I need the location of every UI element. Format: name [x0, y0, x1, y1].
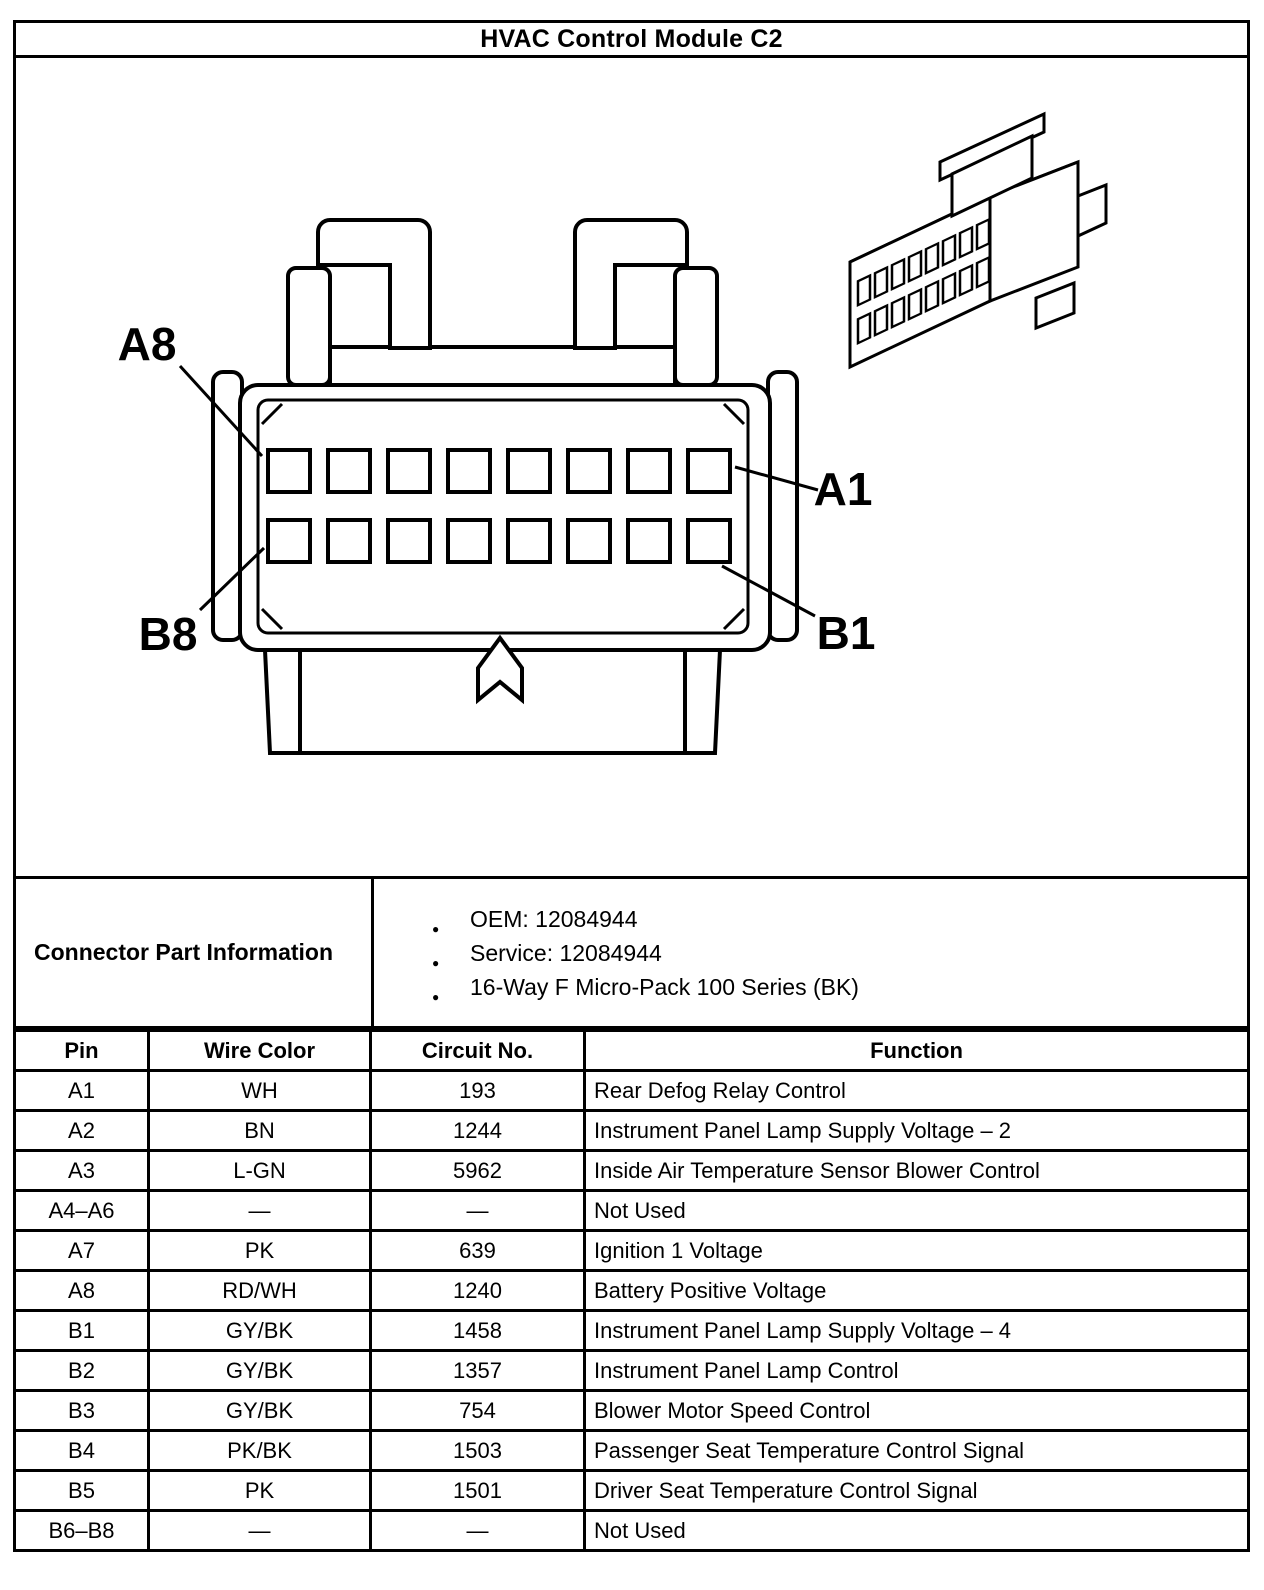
circuit-cell: 639: [371, 1231, 585, 1271]
table-row: [15, 1151, 1249, 1191]
circuit-cell: 1458: [371, 1311, 585, 1351]
table-row: [15, 1511, 1249, 1551]
pin-cavity: [508, 450, 550, 492]
pin-cavity: [628, 450, 670, 492]
connector-3d-view: [850, 114, 1106, 367]
function-cell: Instrument Panel Lamp Supply Voltage – 4: [585, 1311, 1249, 1351]
left-latch-hook: [318, 220, 430, 348]
wire-color-cell: GY/BK: [149, 1311, 371, 1351]
pin-cavity: [328, 520, 370, 562]
column-header-pin: Pin: [15, 1031, 149, 1071]
pin-cell: B3: [15, 1391, 149, 1431]
wire-color-cell: BN: [149, 1111, 371, 1151]
pin-cavity: [268, 520, 310, 562]
circuit-cell: 193: [371, 1071, 585, 1111]
table-row: [15, 1191, 1249, 1231]
part-info-item-service: ● Service: 12084944: [432, 936, 859, 970]
circuit-cell: 1501: [371, 1471, 585, 1511]
table-row: [15, 1231, 1249, 1271]
pin-cavity: [328, 450, 370, 492]
part-info-details: [374, 879, 1247, 1026]
function-cell: Not Used: [585, 1511, 1249, 1551]
circuit-cell: 1503: [371, 1431, 585, 1471]
pin-label-b1: B1: [816, 607, 876, 659]
pin-cavity: [388, 520, 430, 562]
function-cell: Battery Positive Voltage: [585, 1271, 1249, 1311]
table-row: [15, 1351, 1249, 1391]
function-cell: Instrument Panel Lamp Supply Voltage – 2: [585, 1111, 1249, 1151]
right-latch-hook: [575, 220, 687, 348]
pin-label-b8: B8: [138, 608, 198, 660]
pin-cavity: [688, 520, 730, 562]
part-info-item-series: ● 16-Way F Micro-Pack 100 Series (BK): [432, 970, 859, 1004]
pin-cell: B1: [15, 1311, 149, 1351]
pin-cavity: [568, 520, 610, 562]
pin-cavity: [628, 520, 670, 562]
pin-cell: A8: [15, 1271, 149, 1311]
connector-diagram: [13, 58, 1250, 879]
table-row: [15, 1471, 1249, 1511]
connector-diagram-svg: [16, 58, 1247, 876]
wire-color-cell: PK/BK: [149, 1431, 371, 1471]
manual-page: [13, 20, 1250, 1552]
pinout-table: [13, 1029, 1250, 1552]
pin-cell: A2: [15, 1111, 149, 1151]
connector-part-info: [13, 879, 1250, 1029]
circuit-cell: 1240: [371, 1271, 585, 1311]
pin-cell: A4–A6: [15, 1191, 149, 1231]
function-cell: Rear Defog Relay Control: [585, 1071, 1249, 1111]
pin-cell: A7: [15, 1231, 149, 1271]
column-header-wire-color: Wire Color: [149, 1031, 371, 1071]
function-cell: Blower Motor Speed Control: [585, 1391, 1249, 1431]
pin-cavity: [268, 450, 310, 492]
table-row: [15, 1391, 1249, 1431]
pin-cell: B2: [15, 1351, 149, 1391]
wire-color-cell: PK: [149, 1471, 371, 1511]
circuit-cell: 1244: [371, 1111, 585, 1151]
pin-cell: A1: [15, 1071, 149, 1111]
pin-cavity: [688, 450, 730, 492]
connector-front-view: [213, 220, 797, 753]
table-row: [15, 1431, 1249, 1471]
wire-color-cell: —: [149, 1191, 371, 1231]
connector-body: [240, 385, 770, 650]
wire-color-cell: RD/WH: [149, 1271, 371, 1311]
pin-cavity: [508, 520, 550, 562]
pin-cavity: [448, 520, 490, 562]
circuit-cell: 1357: [371, 1351, 585, 1391]
circuit-cell: —: [371, 1511, 585, 1551]
column-header-function: Function: [585, 1031, 1249, 1071]
3d-side-tab: [1078, 185, 1106, 236]
pin-cell: B5: [15, 1471, 149, 1511]
function-cell: Instrument Panel Lamp Control: [585, 1351, 1249, 1391]
part-info-item-oem: ● OEM: 12084944: [432, 902, 859, 936]
page-title: [13, 20, 1250, 58]
column-header-circuit-no: Circuit No.: [371, 1031, 585, 1071]
3d-bottom-tab: [1036, 283, 1074, 328]
table-row: [15, 1311, 1249, 1351]
function-cell: Not Used: [585, 1191, 1249, 1231]
wire-color-cell: L-GN: [149, 1151, 371, 1191]
pin-cell: B4: [15, 1431, 149, 1471]
circuit-cell: 754: [371, 1391, 585, 1431]
function-cell: Driver Seat Temperature Control Signal: [585, 1471, 1249, 1511]
left-wing: [213, 372, 242, 640]
wire-color-cell: —: [149, 1511, 371, 1551]
wire-color-cell: PK: [149, 1231, 371, 1271]
left-latch-rail: [288, 268, 330, 385]
function-cell: Ignition 1 Voltage: [585, 1231, 1249, 1271]
pin-cell: B6–B8: [15, 1511, 149, 1551]
wire-color-cell: GY/BK: [149, 1351, 371, 1391]
wire-color-cell: WH: [149, 1071, 371, 1111]
page-title-text: HVAC Control Module C2: [480, 24, 783, 53]
pin-cavity: [568, 450, 610, 492]
pin-label-a1: A1: [813, 463, 873, 515]
pin-cell: A3: [15, 1151, 149, 1191]
wire-color-cell: GY/BK: [149, 1391, 371, 1431]
table-row: [15, 1071, 1249, 1111]
pin-label-a8: A8: [117, 318, 177, 370]
table-row: [15, 1111, 1249, 1151]
part-info-heading: Connector Part Information: [16, 879, 374, 1026]
latch-crossbar: [330, 347, 675, 385]
table-header-row: [15, 1031, 1249, 1071]
pin-cavity: [448, 450, 490, 492]
table-row: [15, 1271, 1249, 1311]
circuit-cell: —: [371, 1191, 585, 1231]
part-info-list: [374, 902, 859, 1004]
pin-cavity: [388, 450, 430, 492]
function-cell: Passenger Seat Temperature Control Signal: [585, 1431, 1249, 1471]
right-latch-rail: [675, 268, 717, 385]
function-cell: Inside Air Temperature Sensor Blower Control: [585, 1151, 1249, 1191]
circuit-cell: 5962: [371, 1151, 585, 1191]
